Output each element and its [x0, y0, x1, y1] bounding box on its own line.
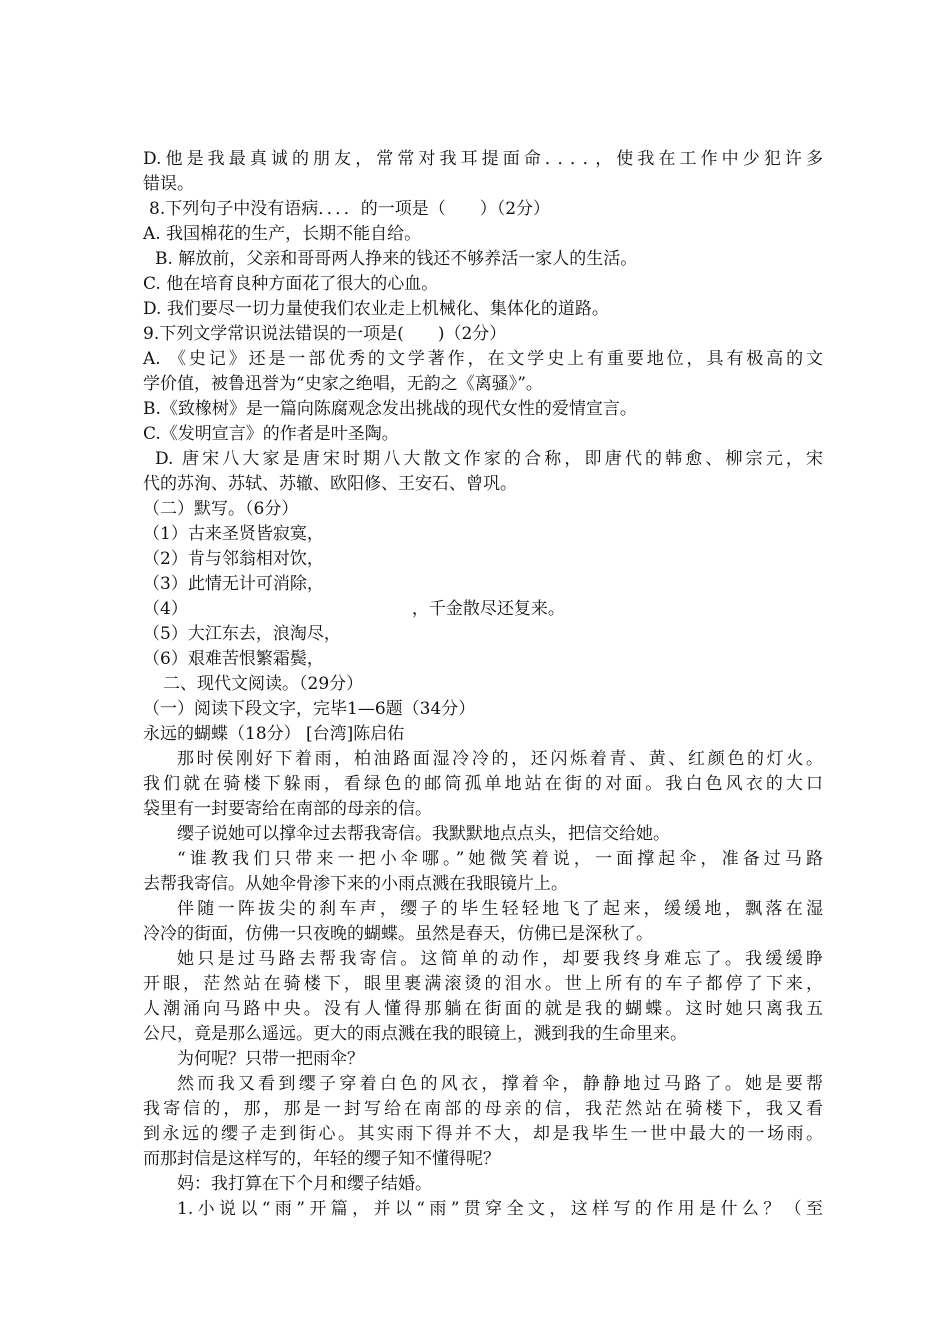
dictation-item: （5）大江东去，浪淘尽， — [143, 624, 341, 644]
question-heading: 9.下列文学常识说法错误的一项是( )（2分） — [143, 324, 507, 344]
paragraph-line: “谁教我们只带来一把小伞哪。”她微笑着说，一面撑起伞，准备过马路 — [177, 849, 823, 869]
paragraph-line: 然而我又看到缨子穿着白色的风衣，撑着伞，静静地过马路了。她是要帮 — [177, 1074, 823, 1094]
paragraph-line: 去帮我寄信。从她伞骨渗下来的小雨点溅在我眼镜片上。 — [143, 874, 568, 894]
option-line: 学价值，被鲁迅誉为“史家之绝唱，无韵之《离骚》”。 — [143, 374, 543, 394]
dictation-item — [143, 597, 823, 622]
dictation-text: ，千金散尽还复来。 — [411, 599, 565, 619]
paragraph-line: 开眼，茫然站在骑楼下，眼里裹满滚烫的泪水。世上所有的车子都停了下来， — [143, 974, 823, 994]
paragraph-line: 到永远的缨子走到街心。其实雨下得并不大，却是我毕生一世中最大的一场雨。 — [143, 1124, 823, 1144]
option-line: C.《发明宣言》的作者是叶圣陶。 — [143, 424, 399, 444]
section-heading: （一）阅读下段文字，完毕1—6题（34分） — [143, 699, 476, 719]
option-line: 代的苏洵、苏轼、苏辙、欧阳修、王安石、曾巩。 — [143, 474, 517, 494]
dictation-item: （3）此情无计可消除， — [143, 574, 324, 594]
section-heading: （二）默写。（6分） — [143, 499, 299, 519]
paragraph-line: 公尺，竟是那么遥远。更大的雨点溅在我的眼镜上，溅到我的生命里来。 — [143, 1024, 687, 1044]
text-line: 错误。 — [143, 174, 194, 194]
dictation-item: （6）艰难苦恨繁霜鬓， — [143, 649, 324, 669]
option-line: B.《致橡树》是一篇向陈腐观念发出挑战的现代女性的爱情宣言。 — [143, 399, 637, 419]
paragraph-line: 她只是过马路去帮我寄信。这简单的动作，却要我终身难忘了。我缓缓睁 — [177, 949, 823, 969]
paragraph-line: 我们就在骑楼下躲雨，看绿色的邮筒孤单地站在街的对面。我白色风衣的大口 — [143, 774, 823, 794]
paragraph-line: 为何呢？只带一把雨伞？ — [177, 1049, 364, 1069]
paragraph-line: 冷冷的街面，仿佛一只夜晚的蝴蝶。虽然是春天，仿佛已是深秋了。 — [143, 924, 653, 944]
document-page — [143, 147, 823, 1222]
dictation-number: （4） — [143, 599, 188, 619]
paragraph-line: 而那封信是这样写的，年轻的缨子知不懂得呢？ — [143, 1149, 500, 1169]
text-line: D.他是我最真诚的朋友，常常对我耳提面命．．．．，使我在工作中少犯许多 — [143, 149, 823, 169]
paragraph-line: 妈：我打算在下个月和缨子结婚。 — [177, 1174, 432, 1194]
paragraph-line: 袋里有一封要寄给在南部的母亲的信。 — [143, 799, 432, 819]
dictation-item: （2）肯与邻翁相对饮， — [143, 549, 324, 569]
article-title: 永远的蝴蝶（18分） [台湾]陈启佑 — [143, 724, 405, 744]
option-line: B. 解放前，父亲和哥哥两人挣来的钱还不够养活一家人的生活。 — [155, 249, 638, 269]
option-line: D. 我们要尽一切力量使我们农业走上机械化、集体化的道路。 — [143, 299, 609, 319]
option-line: C. 他在培育良种方面花了很大的心血。 — [143, 274, 439, 294]
paragraph-line: 伴随一阵拔尖的刹车声，缨子的毕生轻轻地飞了起来，缓缓地，飘落在湿 — [177, 899, 823, 919]
dictation-item: （1）古来圣贤皆寂寞， — [143, 524, 324, 544]
paragraph-line: 缨子说她可以撑伞过去帮我寄信。我默默地点点头，把信交给她。 — [177, 824, 670, 844]
question-line: 1.小说以“雨”开篇，并以“雨”贯穿全文，这样写的作用是什么？（至 — [177, 1199, 823, 1219]
question-heading: 8.下列句子中没有语病．．．．的一项是（ ）（2分） — [149, 199, 551, 219]
option-line: D. 唐宋八大家是唐宋时期八大散文作家的合称，即唐代的韩愈、柳宗元，宋 — [155, 449, 823, 469]
paragraph-line: 那时侯刚好下着雨，柏油路面湿冷冷的，还闪烁着青、黄、红颜色的灯火。 — [177, 749, 823, 769]
paragraph-line: 人潮涌向马路中央。没有人懂得那躺在街面的就是我的蝴蝶。这时她只离我五 — [143, 999, 823, 1019]
section-heading: 二、现代文阅读。（29分） — [163, 674, 364, 694]
option-line: A. 我国棉花的生产，长期不能自给。 — [143, 224, 422, 244]
paragraph-line: 我寄信的，那，那是一封写给在南部的母亲的信，我茫然站在骑楼下，我又看 — [143, 1099, 823, 1119]
option-line: A. 《史记》还是一部优秀的文学著作，在文学史上有重要地位，具有极高的文 — [143, 349, 823, 369]
